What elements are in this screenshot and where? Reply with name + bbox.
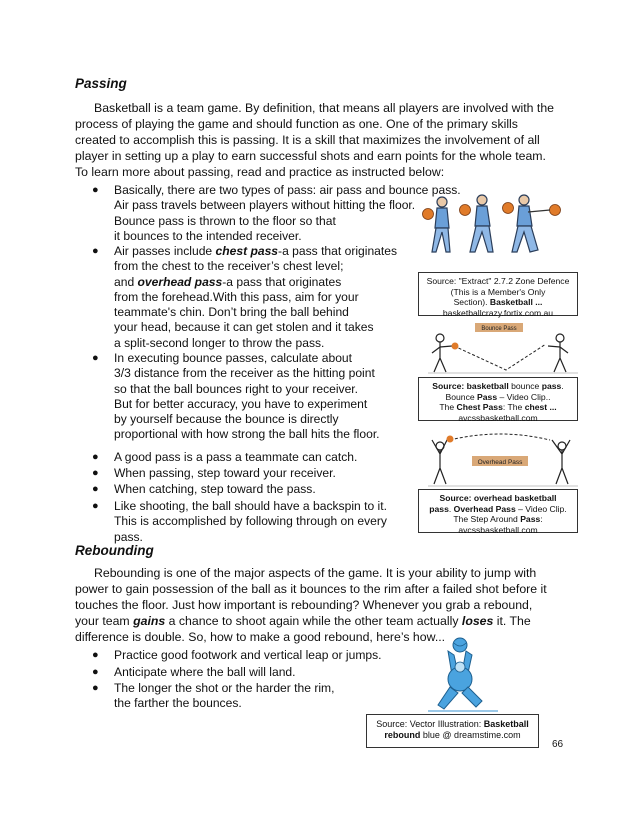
bullet-when-passing: ● When passing, step toward your receiver. [92,466,336,480]
bullet3-line-6: proportional with how strong the ball hits the floor. [114,427,380,442]
bullet-when-catching: ● When catching, step toward the pass. [92,482,316,496]
bullet2-line-1: Air passes include chest pass-a pass that originates [114,244,398,258]
bullet-backspin: ● Like shooting, the ball should have a backspin to it. This is accomplished by following through on every pass. [92,499,387,544]
bullet-good-pass: ● A good pass is a pass a teammate can catch. [92,450,358,464]
overhead-pass-diagram [428,432,578,490]
chest-pass-illustration [420,190,570,270]
bullet2-line-7: a split-second longer to throw the pass. [114,335,325,350]
bullet1-line-4: it bounces to the intended receiver. [114,228,302,243]
bullet1-line-1: Basically, there are two types of pass: air pass and bounce pass. [114,183,461,197]
page-number: 66 [552,739,564,750]
passing-heading: Passing [75,76,127,91]
bullet3-line-3: so that the ball bounces right to your receiver. [114,381,359,396]
bullet-bounce-passes [92,351,380,443]
rebound-source-caption: Source: Vector Illustration: Basketball rebound blue @ dreamstime.com [366,714,539,748]
bullet-air-passes [92,244,398,351]
bullet2-line-4: from the forehead.With this pass, aim for your [114,289,359,304]
bounce-pass-label: Bounce Pass [481,326,517,332]
bullet1-line-3: Bounce pass is thrown to the floor so that [114,213,336,228]
overhead-pass-source-caption: Source: overhead basketball pass. Overhead Pass – Video Clip. The Step Around Pass: avcssbasketball.com [418,489,578,533]
intro-line-2: process of playing the game and should function as one. One of the primary skills [75,117,518,131]
ball-icon [447,436,454,443]
bullet-footwork: ● Practice good footwork and vertical leap or jumps. [92,648,382,662]
bullet-longer-shot: ● The longer the shot or the harder the rim, the farther the bounces. [92,681,335,711]
ball-icon [452,343,459,350]
bullet-dot: ● [92,352,99,364]
bounce-pass-source-caption: Source: basketball bounce pass. Bounce Pass – Video Clip.. The Chest Pass: The chest ... avcssbasketball.com [418,377,578,421]
bullet2-line-5: teammate's chin. Don’t bring the ball behind [114,305,349,320]
intro-line-4: player in setting up a play to earn successful shots and earn points for the whole team. [75,149,546,163]
bullet-pass-types [92,183,461,244]
chest-pass-source-caption: Source: "Extract" 2.7.2 Zone Defence (This is a Member's Only Section). Basketball ... basketballcrazy.fortix.com.au [418,272,578,316]
bullet3-line-1: In executing bounce passes, calculate about [114,351,353,365]
bullet3-line-4: But for better accuracy, you have to experiment [114,396,368,411]
bullet-dot: ● [92,184,99,196]
intro-line-1: Basketball is a team game. By definition, that means all players are involved with the [94,101,555,115]
bullet3-line-5: by yourself because the bounce is directly [114,412,339,427]
ball-icon [453,638,467,652]
rebounding-paragraph: Rebounding is one of the major aspects of the game. It is your ability to jump with power to gain possession of the ball as it bounces to the rim after a failed shot before it touches the floor. Just how important is rebounding? Whenever you grab a rebound, your team gains a chance to shoot again while the other team actually loses it. The difference is double. So, how to make a good rebound, here’s how... [75,566,547,644]
bullet2-line-6: your head, because it can get stolen and it takes [114,320,374,335]
passing-intro [75,100,564,180]
overhead-pass-label: Overhead Pass [477,459,523,466]
bullet2-line-3: and overhead pass-a pass that originates [114,274,342,289]
rebound-illustration [418,635,508,713]
intro-line-5: To learn more about passing, read and practice as instructed below: [75,165,445,179]
rebounding-heading: Rebounding [75,543,154,558]
intro-line-3: created to accomplish this is passing. It is a skill that maximizes the involvement of all [75,133,540,147]
bullet3-line-2: 3/3 distance from the receiver as the hitting point [114,366,375,381]
bullet-dot: ● [92,245,99,257]
bounce-pass-diagram [428,320,578,376]
bullet-anticipate: ● Anticipate where the ball will land. [92,665,296,679]
bullet2-line-2: from the chest to the receiver’s chest level; [114,259,344,274]
bullet1-line-2: Air pass travels between players without hitting the floor. [114,198,416,213]
